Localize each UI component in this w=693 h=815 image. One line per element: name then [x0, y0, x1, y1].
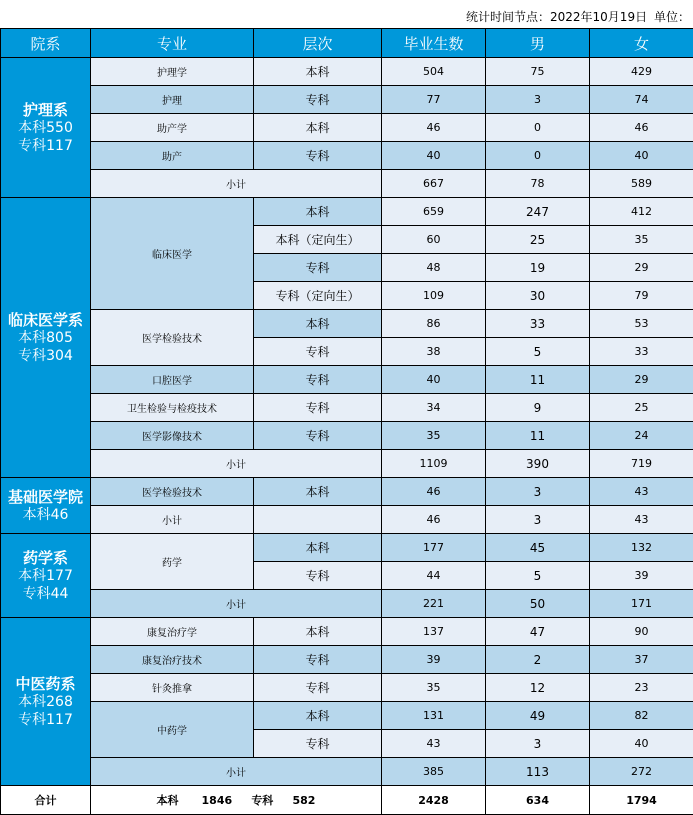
- column-header: 专业: [91, 29, 254, 58]
- graduates-cell: 137: [382, 618, 486, 646]
- grand-total-level-breakdown: [91, 786, 382, 815]
- level-cell: 本科: [254, 310, 382, 338]
- department-cell: [1, 58, 91, 198]
- level-cell: 本科: [254, 702, 382, 730]
- graduates-cell: 86: [382, 310, 486, 338]
- subtotal-row: [1, 506, 693, 534]
- female-cell: 35: [590, 226, 693, 254]
- male-cell: 50: [486, 590, 590, 618]
- male-cell: 11: [486, 366, 590, 394]
- graduates-cell: 43: [382, 730, 486, 758]
- department-name: 药学系: [1, 549, 90, 567]
- grand-total-label: 合计: [1, 786, 91, 815]
- male-cell: 47: [486, 618, 590, 646]
- female-cell: 171: [590, 590, 693, 618]
- department-associate-count: 专科117: [1, 711, 90, 729]
- unit-text: 单位：: [654, 8, 690, 25]
- table-row: [1, 534, 693, 562]
- major-cell: 卫生检验与检疫技术: [91, 394, 254, 422]
- male-cell: 9: [486, 394, 590, 422]
- level-cell: 本科: [254, 478, 382, 506]
- graduates-cell: 40: [382, 366, 486, 394]
- stat-time-text: 统计时间节点：2022年10月19日: [466, 8, 647, 25]
- level-cell: 专科: [254, 366, 382, 394]
- table-row: [1, 702, 693, 730]
- female-cell: 74: [590, 86, 693, 114]
- level-cell: 专科: [254, 394, 382, 422]
- subtotal-row: [1, 450, 693, 478]
- level-cell: 本科: [254, 114, 382, 142]
- level-cell: 专科: [254, 646, 382, 674]
- female-cell: 40: [590, 142, 693, 170]
- column-header: 院系: [1, 29, 91, 58]
- department-bachelor-count: 本科550: [1, 119, 90, 137]
- subtotal-row: [1, 758, 693, 786]
- female-cell: 40: [590, 730, 693, 758]
- level-cell: 本科: [254, 534, 382, 562]
- table-row: [1, 646, 693, 674]
- graduates-cell: 38: [382, 338, 486, 366]
- major-cell: 临床医学: [91, 198, 254, 310]
- graduates-cell: 35: [382, 674, 486, 702]
- column-header: 层次: [254, 29, 382, 58]
- major-cell: 中药学: [91, 702, 254, 758]
- bachelor-total: 1846: [202, 794, 233, 807]
- table-row: [1, 198, 693, 226]
- graduates-cell: 46: [382, 478, 486, 506]
- level-cell: 专科: [254, 142, 382, 170]
- department-cell: [1, 198, 91, 478]
- graduates-cell: 35: [382, 422, 486, 450]
- department-bachelor-count: 本科805: [1, 329, 90, 347]
- male-cell: 3: [486, 86, 590, 114]
- male-cell: 3: [486, 506, 590, 534]
- table-row: [1, 674, 693, 702]
- female-cell: 46: [590, 114, 693, 142]
- department-cell: [1, 478, 91, 534]
- level-cell: 专科: [254, 730, 382, 758]
- male-cell: 78: [486, 170, 590, 198]
- male-cell: 5: [486, 338, 590, 366]
- department-name: 护理系: [1, 101, 90, 119]
- female-cell: 29: [590, 366, 693, 394]
- male-cell: 3: [486, 730, 590, 758]
- empty-level-cell: [254, 506, 382, 534]
- female-cell: 24: [590, 422, 693, 450]
- department-cell: [1, 618, 91, 786]
- graduates-cell: 659: [382, 198, 486, 226]
- table-row: [1, 366, 693, 394]
- grand-total-row: [1, 786, 693, 815]
- major-cell: 康复治疗学: [91, 618, 254, 646]
- major-cell: 医学影像技术: [91, 422, 254, 450]
- table-row: [1, 478, 693, 506]
- graduates-cell: 77: [382, 86, 486, 114]
- graduates-cell: 385: [382, 758, 486, 786]
- female-cell: 37: [590, 646, 693, 674]
- male-cell: 12: [486, 674, 590, 702]
- graduates-cell: 131: [382, 702, 486, 730]
- subtotal-label: 小计: [91, 590, 382, 618]
- table-row: [1, 394, 693, 422]
- table-row: [1, 310, 693, 338]
- subtotal-label: 小计: [91, 170, 382, 198]
- level-cell: 本科: [254, 618, 382, 646]
- male-cell: 75: [486, 58, 590, 86]
- female-cell: 589: [590, 170, 693, 198]
- subtotal-label: 小计: [91, 758, 382, 786]
- female-cell: 272: [590, 758, 693, 786]
- graduates-cell: 504: [382, 58, 486, 86]
- male-cell: 5: [486, 562, 590, 590]
- department-name: 中医药系: [1, 675, 90, 693]
- female-cell: 90: [590, 618, 693, 646]
- female-cell: 132: [590, 534, 693, 562]
- female-cell: 39: [590, 562, 693, 590]
- male-cell: 45: [486, 534, 590, 562]
- level-cell: 本科（定向生）: [254, 226, 382, 254]
- graduates-cell: 46: [382, 114, 486, 142]
- male-cell: 390: [486, 450, 590, 478]
- graduates-cell: 177: [382, 534, 486, 562]
- major-cell: 护理学: [91, 58, 254, 86]
- female-cell: 79: [590, 282, 693, 310]
- graduates-cell: 60: [382, 226, 486, 254]
- column-header: 男: [486, 29, 590, 58]
- department-bachelor-count: 本科46: [1, 506, 90, 524]
- associate-total: 582: [292, 794, 315, 807]
- level-cell: 专科: [254, 86, 382, 114]
- table-header-row: [1, 29, 693, 58]
- table-row: [1, 86, 693, 114]
- department-associate-count: 专科117: [1, 137, 90, 155]
- graduates-cell: 48: [382, 254, 486, 282]
- male-cell: 33: [486, 310, 590, 338]
- female-cell: 43: [590, 478, 693, 506]
- female-cell: 412: [590, 198, 693, 226]
- major-cell: 药学: [91, 534, 254, 590]
- female-cell: 429: [590, 58, 693, 86]
- subtotal-label: 小计: [91, 450, 382, 478]
- male-cell: 49: [486, 702, 590, 730]
- male-cell: 11: [486, 422, 590, 450]
- major-cell: 医学检验技术: [91, 478, 254, 506]
- female-cell: 29: [590, 254, 693, 282]
- column-header: 女: [590, 29, 693, 58]
- major-cell: 护理: [91, 86, 254, 114]
- graduates-cell: 34: [382, 394, 486, 422]
- male-cell: 0: [486, 114, 590, 142]
- bachelor-label: 本科: [157, 794, 179, 807]
- graduates-cell: 667: [382, 170, 486, 198]
- major-cell: 助产学: [91, 114, 254, 142]
- female-cell: 53: [590, 310, 693, 338]
- level-cell: 专科: [254, 338, 382, 366]
- graduates-cell: 2428: [382, 786, 486, 815]
- male-cell: 25: [486, 226, 590, 254]
- female-cell: 1794: [590, 786, 693, 815]
- subtotal-row: [1, 590, 693, 618]
- table-row: [1, 58, 693, 86]
- department-cell: [1, 534, 91, 618]
- female-cell: 719: [590, 450, 693, 478]
- department-bachelor-count: 本科177: [1, 567, 90, 585]
- graduates-cell: 39: [382, 646, 486, 674]
- table-row: [1, 618, 693, 646]
- level-cell: 专科: [254, 562, 382, 590]
- department-name: 临床医学系: [1, 311, 90, 329]
- level-cell: 专科（定向生）: [254, 282, 382, 310]
- male-cell: 30: [486, 282, 590, 310]
- female-cell: 23: [590, 674, 693, 702]
- major-cell: 康复治疗技术: [91, 646, 254, 674]
- department-name: 基础医学院: [1, 488, 90, 506]
- graduates-cell: 40: [382, 142, 486, 170]
- level-cell: 本科: [254, 58, 382, 86]
- female-cell: 82: [590, 702, 693, 730]
- male-cell: 634: [486, 786, 590, 815]
- column-header: 毕业生数: [382, 29, 486, 58]
- major-cell: 针灸推拿: [91, 674, 254, 702]
- level-cell: 专科: [254, 674, 382, 702]
- male-cell: 2: [486, 646, 590, 674]
- male-cell: 113: [486, 758, 590, 786]
- female-cell: 25: [590, 394, 693, 422]
- table-row: [1, 114, 693, 142]
- major-cell: 口腔医学: [91, 366, 254, 394]
- table-row: [1, 142, 693, 170]
- male-cell: 247: [486, 198, 590, 226]
- level-cell: 专科: [254, 254, 382, 282]
- associate-label: 专科: [251, 794, 273, 807]
- graduate-statistics-table: [0, 28, 693, 815]
- male-cell: 0: [486, 142, 590, 170]
- department-associate-count: 专科304: [1, 347, 90, 365]
- graduates-cell: 1109: [382, 450, 486, 478]
- graduates-cell: 221: [382, 590, 486, 618]
- table-row: [1, 422, 693, 450]
- level-cell: 专科: [254, 422, 382, 450]
- department-bachelor-count: 本科268: [1, 693, 90, 711]
- major-cell: 医学检验技术: [91, 310, 254, 366]
- graduates-cell: 109: [382, 282, 486, 310]
- major-cell: 助产: [91, 142, 254, 170]
- department-associate-count: 专科44: [1, 585, 90, 603]
- female-cell: 43: [590, 506, 693, 534]
- subtotal-label: 小计: [91, 506, 254, 534]
- graduates-cell: 44: [382, 562, 486, 590]
- level-cell: 本科: [254, 198, 382, 226]
- male-cell: 3: [486, 478, 590, 506]
- male-cell: 19: [486, 254, 590, 282]
- subtotal-row: [1, 170, 693, 198]
- female-cell: 33: [590, 338, 693, 366]
- graduates-cell: 46: [382, 506, 486, 534]
- report-meta: [0, 0, 693, 28]
